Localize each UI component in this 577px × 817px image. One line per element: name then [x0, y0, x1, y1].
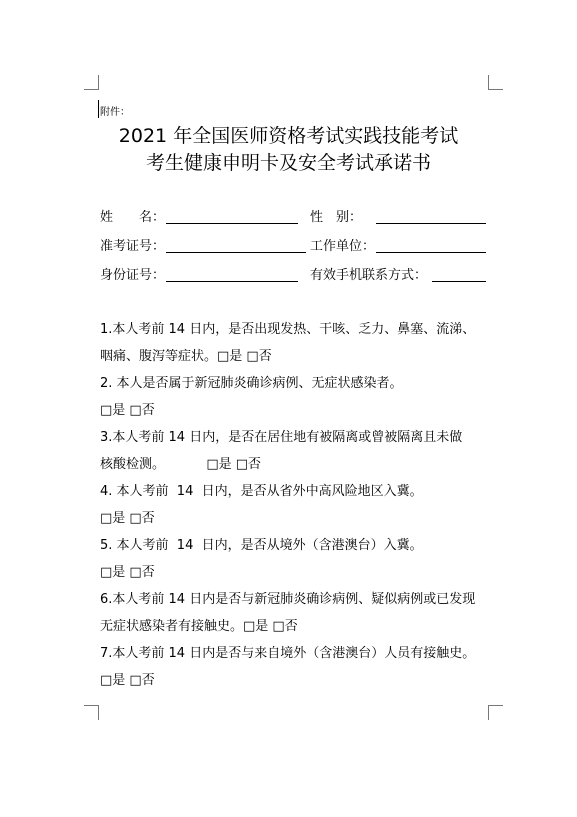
crop-mark-bottom-right — [488, 705, 503, 720]
question-6-line-2: 无症状感染者有接触史。□是 □否 — [100, 619, 298, 634]
question-5-line-2: □是 □否 — [100, 565, 155, 580]
gender-label: 性 别： — [310, 210, 363, 225]
question-1-line-1: 1.本人考前 14 日内，是否出现发热、干咳、乏力、鼻塞、流涕、 — [100, 322, 476, 337]
title-line-2: 考生健康申明卡及安全考试承诺书 — [145, 152, 431, 174]
form-row-name-gender — [100, 206, 490, 226]
text-cursor — [98, 100, 99, 118]
question-2-line-1: 2. 本人是否属于新冠肺炎确诊病例、无症状感染者。 — [100, 376, 403, 391]
question-4-line-2: □是 □否 — [100, 511, 155, 526]
employer-label: 工作单位： — [310, 239, 376, 254]
name-label: 姓 名： — [100, 210, 166, 225]
employer-field[interactable] — [376, 252, 486, 253]
exam-number-label: 准考证号： — [100, 239, 166, 254]
attachment-label: 附件： — [100, 107, 130, 118]
question-5-line-1: 5. 本人考前 14 日内，是否从境外（含港澳台）入冀。 — [100, 538, 423, 553]
phone-label: 有效手机联系方式： — [310, 268, 428, 283]
id-number-field[interactable] — [166, 281, 298, 282]
phone-field[interactable] — [432, 281, 486, 282]
title-line-1: 2021 年全国医师资格考试实践技能考试 — [118, 125, 459, 147]
crop-mark-bottom-left — [84, 705, 99, 720]
question-3-line-1: 3.本人考前 14 日内，是否在居住地有被隔离或曾被隔离且未做 — [100, 430, 463, 445]
question-1-line-2: 咽痛、腹泻等症状。□是 □否 — [100, 349, 272, 364]
question-4-line-1: 4. 本人考前 14 日内，是否从省外中高风险地区入冀。 — [100, 484, 423, 499]
question-7-line-1: 7.本人考前 14 日内是否与来自境外（含港澳台）人员有接触史。 — [100, 646, 476, 661]
question-3-line-2: 核酸检测。 □是 □否 — [100, 457, 262, 472]
name-field[interactable] — [166, 223, 298, 224]
gender-field[interactable] — [376, 223, 486, 224]
form-row-id-phone — [100, 264, 490, 284]
question-7-line-2: □是 □否 — [100, 673, 155, 688]
exam-number-field[interactable] — [166, 252, 306, 253]
crop-mark-top-right — [488, 75, 503, 90]
id-number-label: 身份证号： — [100, 268, 166, 283]
crop-mark-top-left — [84, 75, 99, 90]
question-6-line-1: 6.本人考前 14 日内是否与新冠肺炎确诊病例、疑似病例或已发现 — [100, 592, 476, 607]
question-2-line-2: □是 □否 — [100, 403, 155, 418]
form-row-examno-employer — [100, 235, 490, 255]
